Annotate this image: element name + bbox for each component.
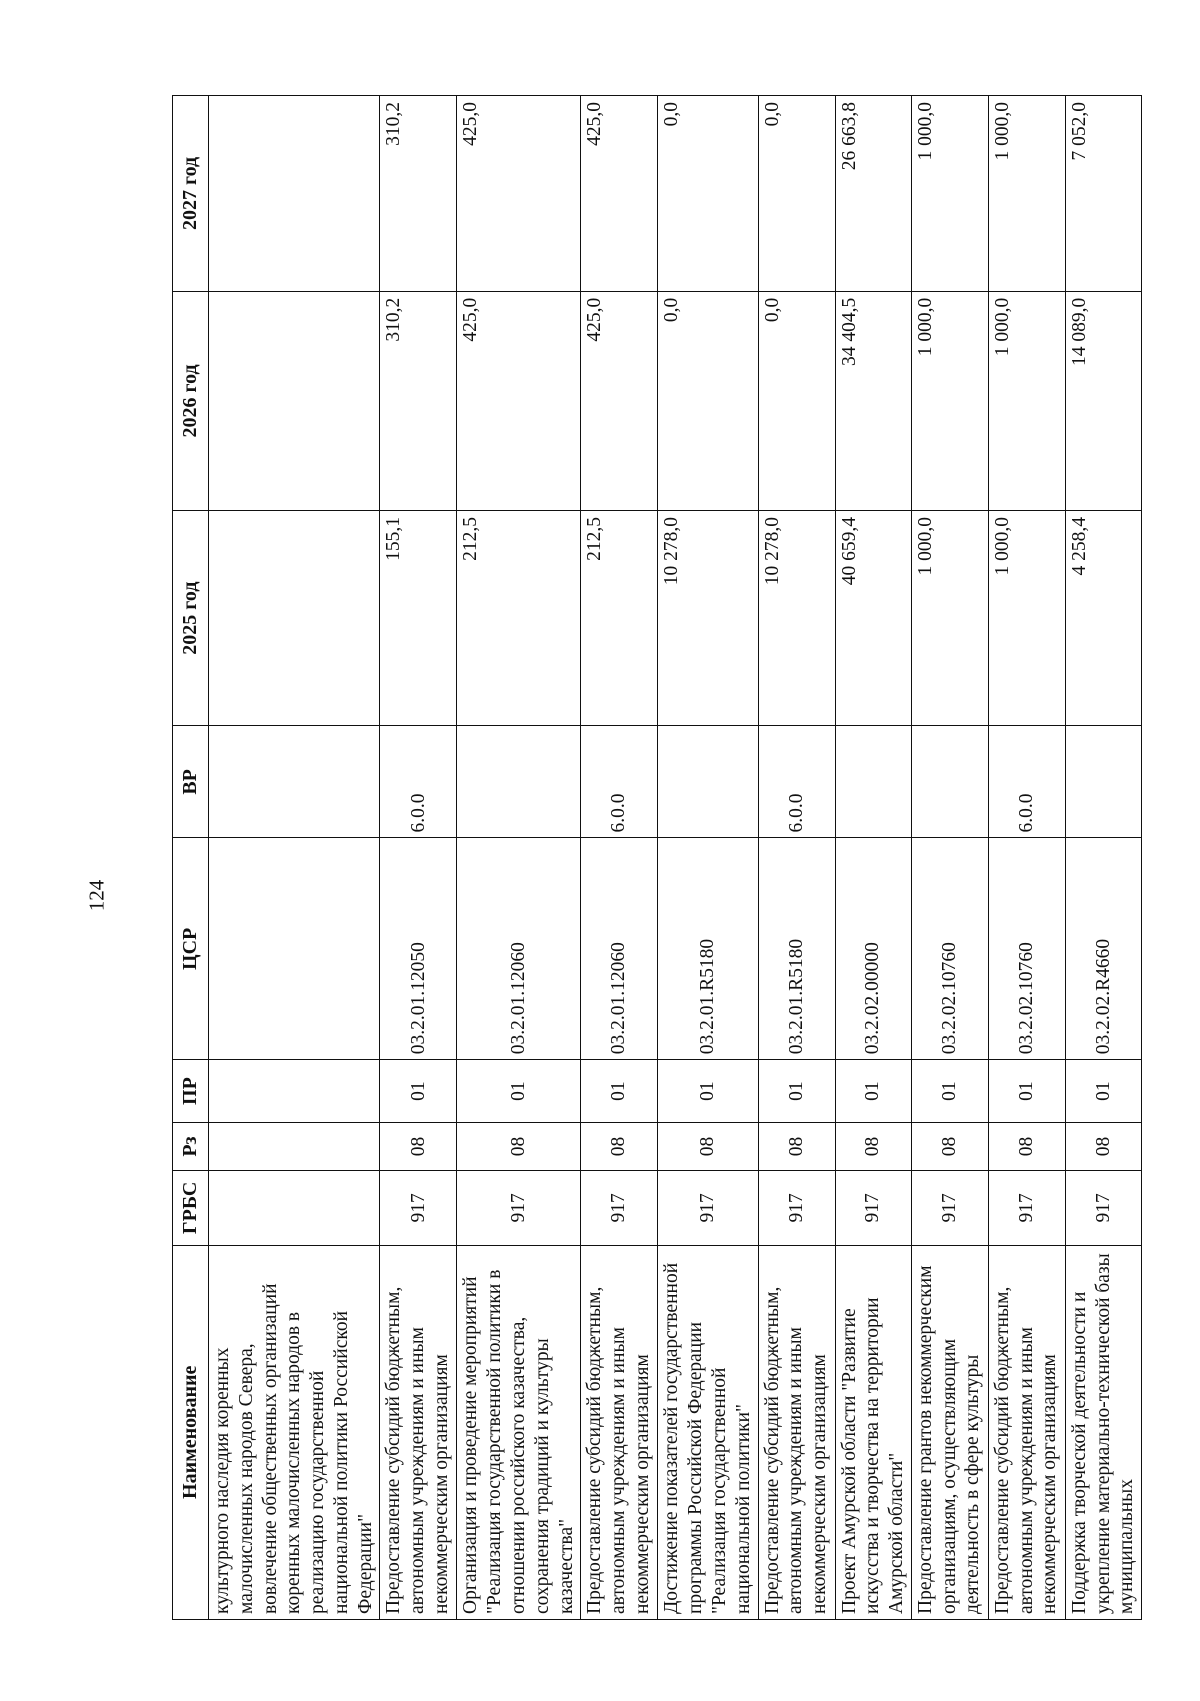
row-pr: 01 — [1065, 1060, 1141, 1123]
row-2025 — [209, 510, 380, 725]
row-2025: 10 278,0 — [758, 510, 835, 725]
row-csr: 03.2.01.12060 — [457, 838, 581, 1060]
col-header-name: Наименование — [173, 1245, 209, 1619]
col-header-pr: ПР — [173, 1060, 209, 1123]
table-row — [581, 96, 658, 1620]
row-2025: 40 659,4 — [835, 510, 911, 725]
table-header-row — [173, 96, 209, 1620]
row-vr — [457, 726, 581, 838]
row-grbs: 917 — [1065, 1171, 1141, 1245]
table-row — [758, 96, 835, 1620]
row-2025: 1 000,0 — [988, 510, 1065, 725]
row-rz: 08 — [457, 1122, 581, 1170]
row-2025: 10 278,0 — [658, 510, 758, 725]
row-2027: 425,0 — [457, 96, 581, 292]
row-name: Предоставление субсидий бюджетным, автономным учреждениям и иным некоммерческим организациям — [380, 1245, 457, 1619]
row-grbs: 917 — [988, 1171, 1065, 1245]
row-2026: 14 089,0 — [1065, 291, 1141, 510]
row-2027: 0,0 — [658, 96, 758, 292]
row-2026: 425,0 — [581, 291, 658, 510]
table-row — [209, 96, 380, 1620]
row-pr: 01 — [581, 1060, 658, 1123]
row-vr — [209, 726, 380, 838]
row-2026: 425,0 — [457, 291, 581, 510]
row-csr: 03.2.01.R5180 — [758, 838, 835, 1060]
row-2027: 0,0 — [758, 96, 835, 292]
row-csr: 03.2.02.10760 — [911, 838, 988, 1060]
row-vr: 6.0.0 — [380, 726, 457, 838]
row-rz: 08 — [658, 1122, 758, 1170]
table-row — [835, 96, 911, 1620]
row-2027: 7 052,0 — [1065, 96, 1141, 292]
row-2025: 212,5 — [581, 510, 658, 725]
row-name: Проект Амурской области "Развитие искусства и творчества на территории Амурской области" — [835, 1245, 911, 1619]
row-csr: 03.2.02.00000 — [835, 838, 911, 1060]
row-2025: 155,1 — [380, 510, 457, 725]
col-header-2025: 2025 год — [173, 510, 209, 725]
row-2025: 1 000,0 — [911, 510, 988, 725]
row-pr: 01 — [658, 1060, 758, 1123]
row-2026 — [209, 291, 380, 510]
row-vr — [1065, 726, 1141, 838]
row-2026: 34 404,5 — [835, 291, 911, 510]
row-rz: 08 — [758, 1122, 835, 1170]
row-csr: 03.2.01.R5180 — [658, 838, 758, 1060]
page-number-text: 124 — [84, 879, 109, 911]
row-pr: 01 — [457, 1060, 581, 1123]
row-name: Достижение показателей государственной программы Российской Федерации "Реализация государственной национальной политики" — [658, 1245, 758, 1619]
row-rz: 08 — [835, 1122, 911, 1170]
row-name: Организация и проведение мероприятий "Реализация государственной политики в отношении российского казачества, сохранения традиций и культуры казачества" — [457, 1245, 581, 1619]
row-grbs: 917 — [911, 1171, 988, 1245]
row-2026: 1 000,0 — [988, 291, 1065, 510]
col-header-2027: 2027 год — [173, 96, 209, 292]
row-vr — [835, 726, 911, 838]
row-vr: 6.0.0 — [758, 726, 835, 838]
row-csr: 03.2.02.10760 — [988, 838, 1065, 1060]
col-header-csr: ЦСР — [173, 838, 209, 1060]
table-row — [988, 96, 1065, 1620]
row-2025: 212,5 — [457, 510, 581, 725]
row-2027 — [209, 96, 380, 292]
row-grbs — [209, 1171, 380, 1245]
row-rz: 08 — [380, 1122, 457, 1170]
col-header-rz: Рз — [173, 1122, 209, 1170]
col-header-vr: ВР — [173, 726, 209, 838]
row-pr: 01 — [835, 1060, 911, 1123]
row-2027: 1 000,0 — [911, 96, 988, 292]
budget-table — [172, 95, 1142, 1620]
row-2026: 1 000,0 — [911, 291, 988, 510]
row-csr — [209, 838, 380, 1060]
row-csr: 03.2.01.12050 — [380, 838, 457, 1060]
row-rz: 08 — [911, 1122, 988, 1170]
row-name: Предоставление субсидий бюджетным, автономным учреждениям и иным некоммерческим организациям — [758, 1245, 835, 1619]
row-2025: 4 258,4 — [1065, 510, 1141, 725]
row-rz — [209, 1122, 380, 1170]
row-grbs: 917 — [658, 1171, 758, 1245]
row-name: культурного наследия коренных малочисленных народов Севера, вовлечение общественных организаций коренных малочисленных народов в реализацию государственной национальной политики Российской Федерации" — [209, 1245, 380, 1619]
row-vr — [911, 726, 988, 838]
row-grbs: 917 — [758, 1171, 835, 1245]
row-2026: 0,0 — [658, 291, 758, 510]
row-2026: 310,2 — [380, 291, 457, 510]
row-vr — [658, 726, 758, 838]
row-grbs: 917 — [457, 1171, 581, 1245]
row-vr: 6.0.0 — [581, 726, 658, 838]
col-header-2026: 2026 год — [173, 291, 209, 510]
row-rz: 08 — [1065, 1122, 1141, 1170]
row-pr — [209, 1060, 380, 1123]
row-csr: 03.2.02.R4660 — [1065, 838, 1141, 1060]
row-2026: 0,0 — [758, 291, 835, 510]
row-csr: 03.2.01.12060 — [581, 838, 658, 1060]
row-2027: 310,2 — [380, 96, 457, 292]
row-rz: 08 — [988, 1122, 1065, 1170]
row-pr: 01 — [988, 1060, 1065, 1123]
row-name: Предоставление субсидий бюджетным, автономным учреждениям и иным некоммерческим организациям — [581, 1245, 658, 1619]
row-grbs: 917 — [581, 1171, 658, 1245]
row-rz: 08 — [581, 1122, 658, 1170]
row-vr: 6.0.0 — [988, 726, 1065, 838]
col-header-grbs: ГРБС — [173, 1171, 209, 1245]
row-2027: 1 000,0 — [988, 96, 1065, 292]
table-row — [457, 96, 581, 1620]
table-row — [911, 96, 988, 1620]
row-2027: 26 663,8 — [835, 96, 911, 292]
row-pr: 01 — [911, 1060, 988, 1123]
row-2027: 425,0 — [581, 96, 658, 292]
table-row — [1065, 96, 1141, 1620]
row-pr: 01 — [758, 1060, 835, 1123]
table-row — [380, 96, 457, 1620]
table-row — [658, 96, 758, 1620]
row-name: Предоставление грантов некоммерческим организациям, осуществляющим деятельность в сфере культуры — [911, 1245, 988, 1619]
row-name: Предоставление субсидий бюджетным, автономным учреждениям и иным некоммерческим организациям — [988, 1245, 1065, 1619]
row-grbs: 917 — [380, 1171, 457, 1245]
row-grbs: 917 — [835, 1171, 911, 1245]
rotated-table-wrapper — [172, 95, 1138, 1620]
row-name: Поддержка творческой деятельности и укрепление материально-технической базы муниципальных — [1065, 1245, 1141, 1619]
page-number — [82, 872, 112, 918]
row-pr: 01 — [380, 1060, 457, 1123]
